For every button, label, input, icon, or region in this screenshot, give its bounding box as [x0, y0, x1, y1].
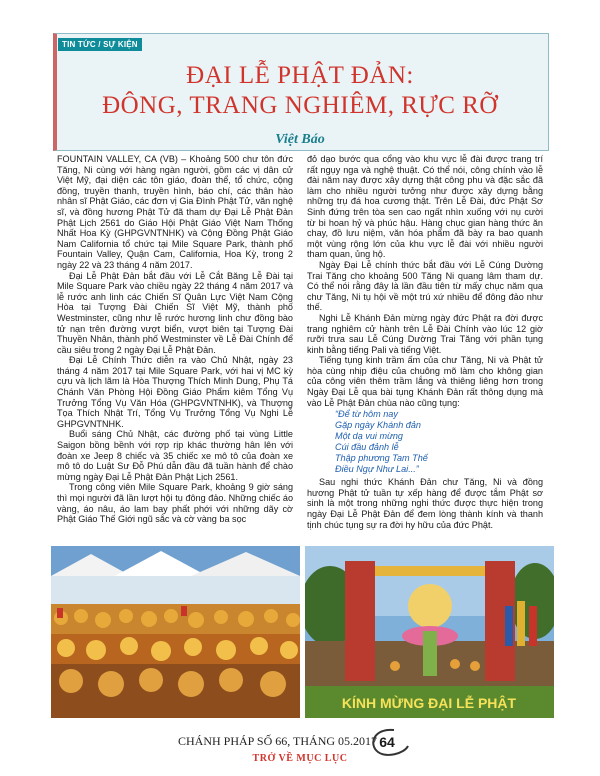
verse-line: Gặp ngày Khánh đản [335, 420, 421, 431]
paragraph: Ngày Đại Lễ chính thức bắt đầu với Lễ Cúng Dường Trai Tăng cho khoảng 500 Tăng Ni quang lâm tham dự. Có thể nói rằng đây là lần đầu tiên từ mấy chục năm qua chư Tăng, Ni tụ hội về một trú xứ nhiều để đông đảo như thế. [307, 259, 543, 313]
banner-text: KÍNH MỪNG ĐẠI LỄ PHẬT [341, 695, 517, 711]
page-number: 64 [379, 734, 395, 750]
article-title-line2: ĐÔNG, TRANG NGHIÊM, RỰC RỠ [102, 92, 498, 119]
verse-line: Cúi đầu đảnh lễ [335, 442, 399, 453]
verse-line: Một dạ vui mừng [335, 431, 403, 442]
paragraph: FOUNTAIN VALLEY, CA (VB) – Khoảng 500 chư tôn đức Tăng, Ni cùng với hàng ngàn người, gồm các vị dân cử Việt Mỹ, đại diện các tôn giáo, đoàn thể, tổ chức, cộng đồng, truyền thanh, truyền hình, báo chí, các thân hào nhân sĩ Phật Giáo, các đơn vị Gia Đình Phật Tử, văn nghệ sĩ, và đồng hương Phật Tử đã tham dự Đại Lễ Phật Đản Phật Lịch 2561 do Giáo Hội Phật Giáo Việt Nam Thống Nhất Hoa Kỳ (GHPGVNTNHK) và Cộng Đồng Phật Giáo Nam California tổ chức tại Mile Square Park, thành phố Fountain Valley, Quận Cam, California, Hoa Kỳ, trong 2 ngày 22 và 23 tháng 4 năm 2017. [57, 154, 293, 270]
byline: Việt Báo [275, 132, 325, 147]
photo-stage-buddha [305, 546, 554, 718]
magazine-issue: CHÁNH PHÁP SỐ 66, THÁNG 05.2017 [178, 734, 378, 748]
photo-crowd-monks [51, 546, 300, 718]
section-tag: TIN TỨC / SỰ KIỆN [58, 38, 142, 51]
paragraph: Đại Lễ Phật Đản bắt đầu với Lễ Cắt Băng Lễ Đài tại Mile Square Park vào chiều ngày 22 tháng 4 năm 2017 và lễ rước anh linh các Chiến Sĩ Quân Lực Việt Nam Cộng Hòa tại Tượng Đài Chiến Sĩ Việt Mỹ, thành phố Westminster, cũng như lễ rước hương linh chư đồng bào tử nạn trên đường vượt biển, vượt biên tại Tượng Đài Thuyền Nhân, thành phố Westminster về Lễ Đài Chính để cầu siêu trong 2 ngày Đại Lễ Phật Đản. [57, 270, 293, 355]
verse-line: Điều Ngự Như Lai...” [335, 464, 419, 475]
paragraph: đỏ dạo bước qua cổng vào khu vực lễ đài được trang trí rất ngụy nga và nghệ thuật. Có thể nói, công chính vào lễ đài năm nay được xây dựng thật công phu và đặc sắc đã làm cho nhiều người tưởng như được xây dựng bằng những trụ đá hoa cương thật. Trên Lễ Đài, đức Phật Sơ Sinh đứng trên tòa sen cao ngất nhìn xuống với nụ cười từ bi hoan hỷ và phúc hậu. Hàng chục gian hàng thức ăn chay, đồ lưu niệm, văn hóa phẩm đã bày ra bao quanh một vùng rộng lớn của khu vực lễ đài với nhiều người tham quan, ủng hộ. [307, 154, 543, 260]
crowd-illustration [51, 546, 300, 718]
chant-verse [335, 409, 543, 475]
paragraph: Trong công viên Mile Square Park, khoảng 9 giờ sáng thì mọi người đã lần lượt hội tụ đông đảo. Những chiếc áo vàng, áo nâu, áo lam bay phất phới với những dãy cờ Phật Giáo Thế Giới ngũ sắc và cờ vàng ba sọc [57, 482, 293, 525]
right-text-column [307, 154, 543, 530]
article-title-line1: ĐẠI LỄ PHẬT ĐẢN: [186, 62, 414, 89]
stage-illustration [305, 546, 554, 718]
paragraph: Sau nghi thức Khánh Đản chư Tăng, Ni và đồng hương Phật tử tuần tự xếp hàng để được tắm Phật sơ sinh là một trong những nghi thức được thực hiện trong ngày Đại Lễ Phật Đản để đem lòng thành kính và thanh tịnh chúc tụng sự ra đời hy hữu của đức Phật. [307, 477, 543, 530]
paragraph: Buổi sáng Chủ Nhật, các đường phố tại vùng Little Saigon bồng bềnh với rợp rịp khác thường hân lên với đoàn xe Jeep 8 chiếc và 35 chiếc xe mô tô của đoàn xe mô tô do Luật Sư Đỗ Phú dẫn đầu đã tuần hành để chào mừng ngày Đại Lễ Phật Đản Phật Lịch 2561. [57, 429, 293, 482]
verse-line: “Để từ hôm nay [335, 409, 398, 420]
paragraph: Nghi Lễ Khánh Đản mừng ngày đức Phật ra đời được trang nghiêm cử hành trên Lễ Đài Chính vào lúc 12 giờ rưỡi trưa sau Lễ Cúng Dường Trai Tăng với phần tụng kinh bằng tiếng Pali và tiếng Việt. [307, 312, 543, 355]
paragraph: Đại Lễ Chính Thức diễn ra vào Chủ Nhật, ngày 23 tháng 4 năm 2017 tại Mile Square Park, với hai vị MC kỳ cựu và lịch lãm là Hòa Thượng Thích Minh Dung, Phụ Tá Chánh Văn Phòng Hội Đồng Giáo Phẩm kiêm Tổng Vụ Trưởng Tổng Vụ Văn Hóa (GHPGVNTNHK), và Thượng Tọa Thích Nhật Trí, Tổng Vụ Trưởng Tổng Vụ Nghi Lễ GHPGVNTNHK. [57, 355, 293, 429]
paragraph: Tiếng tụng kinh trầm ấm của chư Tăng, Ni và Phật tử hòa cùng nhịp điệu của chuông mõ làm cho không gian của công viên thêm trầm lắng và thiêng liêng hơn trong Ngày Đại Lễ qua bài tụng Khánh Đản rất thông dụng mà vào Lễ Phật Đản chùa nào cũng tụng: [307, 355, 543, 408]
verse-line: Thập phương Tam Thế [335, 453, 428, 464]
left-text-column [57, 154, 293, 525]
back-to-toc-link[interactable]: TRỞ VỀ MỤC LỤC [252, 753, 348, 764]
